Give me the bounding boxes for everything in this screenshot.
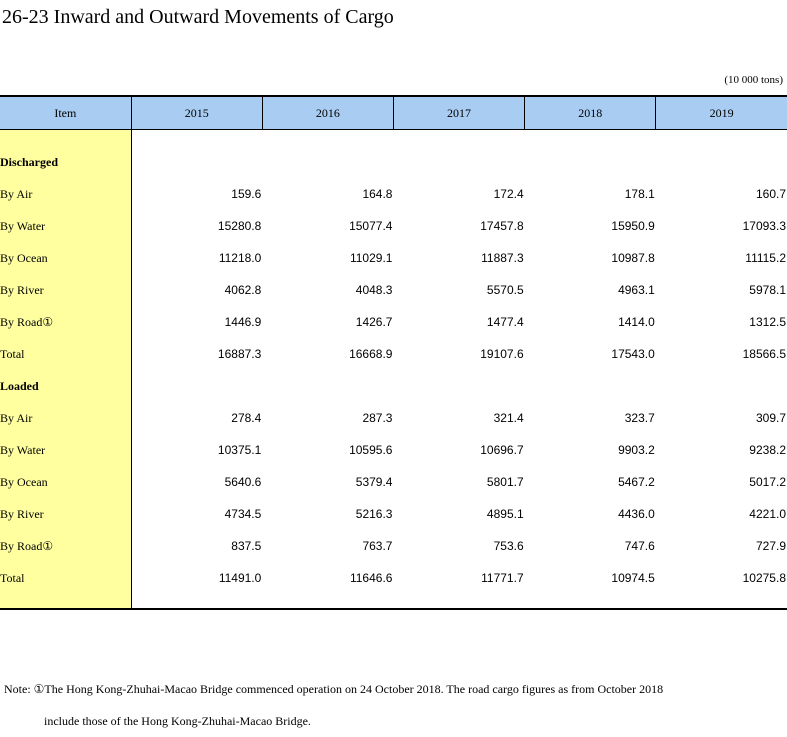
table-row	[0, 498, 787, 530]
value-cell: 753.6	[493, 539, 524, 553]
value-cell: 16668.9	[349, 347, 393, 361]
row-label: Total	[0, 562, 131, 594]
value-cell: 4895.1	[486, 507, 524, 521]
table-row	[0, 434, 787, 466]
spacer-row	[0, 594, 787, 609]
empty-cell	[393, 370, 524, 402]
empty-cell	[131, 146, 262, 178]
value-cell: 5379.4	[355, 475, 393, 489]
value-cell: 19107.6	[480, 347, 524, 361]
row-label: By Water	[0, 210, 131, 242]
row-label: By River	[0, 274, 131, 306]
value-cell: 9903.2	[618, 443, 655, 457]
value-cell: 4734.5	[224, 507, 262, 521]
value-cell: 321.4	[493, 411, 524, 425]
header-year: 2015	[131, 96, 262, 130]
value-cell: 15077.4	[349, 219, 393, 233]
value-cell: 4048.3	[355, 283, 393, 297]
value-cell: 5570.5	[486, 283, 524, 297]
value-cell: 5801.7	[486, 475, 524, 489]
value-cell: 10987.8	[611, 251, 655, 265]
value-cell: 278.4	[231, 411, 262, 425]
row-label: By Water	[0, 434, 131, 466]
value-cell: 1312.5	[749, 315, 786, 329]
value-cell: 160.7	[755, 187, 786, 201]
table-row	[0, 274, 787, 306]
value-cell: 11491.0	[218, 571, 262, 585]
empty-cell	[393, 130, 524, 147]
value-cell: 4963.1	[618, 283, 655, 297]
table-body	[0, 130, 787, 610]
value-cell: 1426.7	[355, 315, 393, 329]
item-cell	[0, 594, 131, 609]
value-cell: 10974.5	[611, 571, 655, 585]
empty-cell	[262, 370, 393, 402]
item-cell	[0, 130, 131, 147]
value-cell: 18566.5	[742, 347, 786, 361]
value-cell: 5216.3	[355, 507, 393, 521]
cargo-table	[0, 95, 787, 610]
value-cell: 178.1	[624, 187, 655, 201]
row-label: By Road①	[0, 306, 131, 338]
value-cell: 747.6	[624, 539, 655, 553]
value-cell: 1414.0	[618, 315, 655, 329]
value-cell: 11218.0	[218, 251, 262, 265]
value-cell: 15950.9	[611, 219, 655, 233]
value-cell: 287.3	[362, 411, 393, 425]
value-cell: 17457.8	[480, 219, 524, 233]
value-cell: 10275.8	[742, 571, 786, 585]
section-label: Loaded	[0, 370, 131, 402]
empty-cell	[525, 146, 656, 178]
empty-cell	[262, 146, 393, 178]
empty-cell	[525, 370, 656, 402]
empty-cell	[656, 594, 787, 609]
table-row	[0, 562, 787, 594]
value-cell: 1446.9	[224, 315, 262, 329]
empty-cell	[656, 146, 787, 178]
table-row	[0, 338, 787, 370]
empty-cell	[393, 146, 524, 178]
empty-cell	[525, 594, 656, 609]
empty-cell	[131, 594, 262, 609]
row-label: By Air	[0, 178, 131, 210]
table-header-row	[0, 96, 787, 130]
value-cell: 5017.2	[749, 475, 786, 489]
empty-cell	[656, 130, 787, 147]
value-cell: 11887.3	[481, 251, 524, 265]
value-cell: 727.9	[755, 539, 786, 553]
header-year: 2016	[262, 96, 393, 130]
value-cell: 17543.0	[611, 347, 655, 361]
empty-cell	[131, 130, 262, 147]
value-cell: 16887.3	[217, 347, 262, 361]
value-cell: 5467.2	[618, 475, 655, 489]
section-label: Discharged	[0, 146, 131, 178]
value-cell: 1477.4	[486, 315, 524, 329]
header-item: Item	[0, 96, 131, 130]
value-cell: 763.7	[362, 539, 393, 553]
table-row	[0, 530, 787, 562]
value-cell: 837.5	[231, 539, 262, 553]
empty-cell	[393, 594, 524, 609]
value-cell: 11646.6	[349, 571, 393, 585]
value-cell: 11115.2	[745, 251, 786, 265]
value-cell: 4436.0	[618, 507, 655, 521]
value-cell: 172.4	[493, 187, 524, 201]
value-cell: 159.6	[231, 187, 262, 201]
row-label: By River	[0, 498, 131, 530]
empty-cell	[656, 370, 787, 402]
row-label: By Ocean	[0, 466, 131, 498]
table-row	[0, 210, 787, 242]
value-cell: 10696.7	[480, 443, 524, 457]
value-cell: 10595.6	[349, 443, 393, 457]
row-label: Total	[0, 338, 131, 370]
table-row	[0, 306, 787, 338]
table-row	[0, 402, 787, 434]
value-cell: 4062.8	[224, 283, 262, 297]
row-label: By Ocean	[0, 242, 131, 274]
value-cell: 11771.7	[481, 571, 524, 585]
value-cell: 323.7	[624, 411, 655, 425]
header-year: 2017	[393, 96, 524, 130]
value-cell: 4221.0	[749, 507, 786, 521]
table-row	[0, 466, 787, 498]
value-cell: 17093.3	[742, 219, 786, 233]
row-label: By Road①	[0, 530, 131, 562]
header-year: 2018	[525, 96, 656, 130]
section-row	[0, 146, 787, 178]
empty-cell	[525, 130, 656, 147]
note-line-2: include those of the Hong Kong-Zhuhai-Macao Bridge.	[44, 714, 311, 728]
value-cell: 9238.2	[749, 443, 786, 457]
table-row	[0, 178, 787, 210]
spacer-row	[0, 130, 787, 147]
value-cell: 10375.1	[217, 443, 262, 457]
value-cell: 15280.8	[217, 219, 262, 233]
header-year: 2019	[656, 96, 787, 130]
row-label: By Air	[0, 402, 131, 434]
value-cell: 309.7	[755, 411, 786, 425]
section-row	[0, 370, 787, 402]
page-title: 26-23 Inward and Outward Movements of Cargo	[2, 6, 394, 28]
value-cell: 11029.1	[349, 251, 393, 265]
value-cell: 5978.1	[749, 283, 786, 297]
value-cell: 5640.6	[224, 475, 262, 489]
value-cell: 164.8	[362, 187, 393, 201]
note-line-1: Note: ①The Hong Kong-Zhuhai-Macao Bridge commenced operation on 24 October 2018. The road cargo figures as from October 2018	[4, 682, 664, 696]
empty-cell	[262, 594, 393, 609]
unit-label: (10 000 tons)	[724, 74, 783, 86]
empty-cell	[262, 130, 393, 147]
table-row	[0, 242, 787, 274]
empty-cell	[131, 370, 262, 402]
